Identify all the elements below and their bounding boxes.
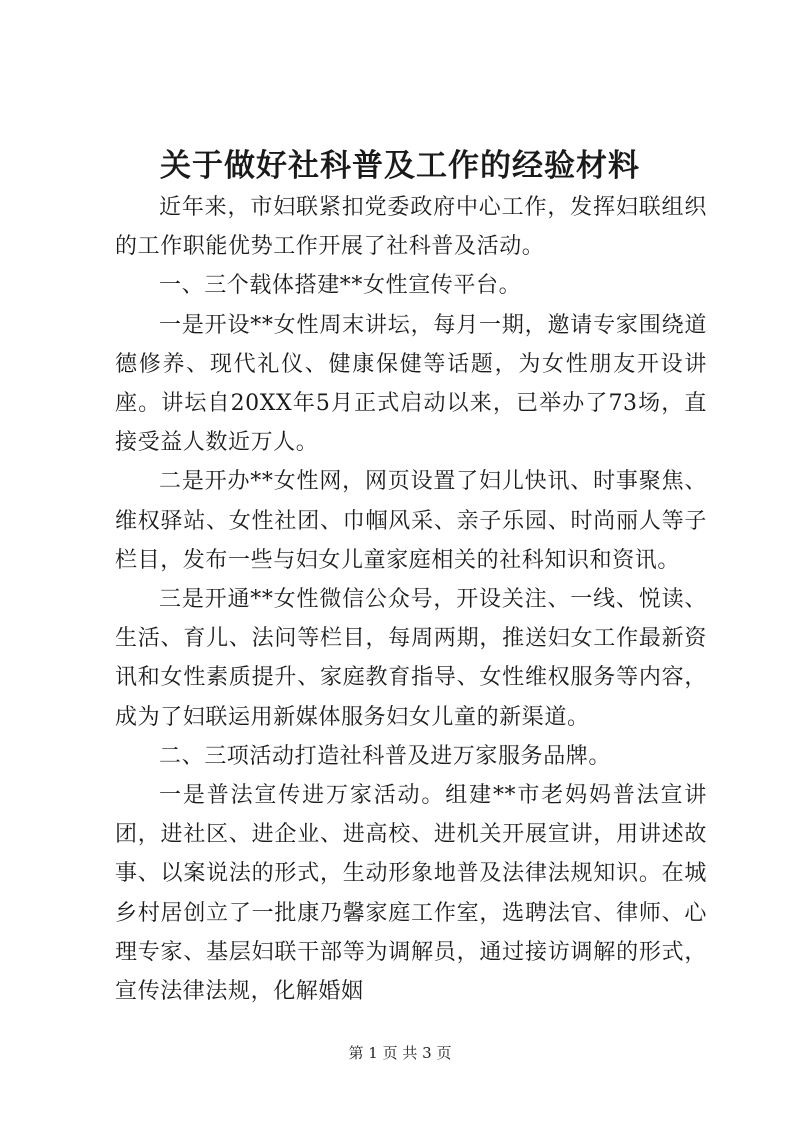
paragraph-intro: 近年来，市妇联紧扣党委政府中心工作，发挥妇联组织的工作职能优势工作开展了社科普及活动。 bbox=[115, 195, 707, 260]
paragraph-lecture: 一是开设**女性周末讲坛，每月一期，邀请专家围绕道德修养、现代礼仪、健康保健等话题，为女性朋友开设讲座。讲坛自20XX年5月正式启动以来，已举办了73场，直接受益人数近万人。 bbox=[115, 312, 707, 456]
document-body bbox=[115, 188, 707, 1011]
paragraph-wechat: 三是开通**女性微信公众号，开设关注、一线、悦读、生活、育儿、法问等栏目，每周两期，推送妇女工作最新资讯和女性素质提升、家庭教育指导、女性维权服务等内容，成为了妇联运用新媒体服务妇女儿童的新渠道。 bbox=[115, 587, 707, 730]
page-footer: 第 1 页 共 3 页 bbox=[348, 1044, 452, 1062]
document-title: 关于做好社科普及工作的经验材料 bbox=[160, 148, 640, 184]
paragraph-legal: 一是普法宣传进万家活动。组建**市老妈妈普法宣讲团，进社区、进企业、进高校、进机关开展宣讲，用讲述故事、以案说法的形式，生动形象地普及法律法规知识。在城乡村居创立了一批康乃馨家庭工作室，选聘法官、律师、心理专家、基层妇联干部等为调解员，通过接访调解的形式，宣传法律法规，化解婚姻 bbox=[115, 783, 707, 1005]
section-heading-1: 一、三个载体搭建**女性宣传平台。 bbox=[159, 273, 522, 299]
paragraph-website: 二是开办**女性网，网页设置了妇儿快讯、时事聚焦、维权驿站、女性社团、巾帼风采、亲子乐园、时尚丽人等子栏目，发布一些与妇女儿童家庭相关的社科知识和资讯。 bbox=[115, 469, 707, 573]
section-heading-2: 二、三项活动打造社科普及进万家服务品牌。 bbox=[159, 743, 612, 769]
